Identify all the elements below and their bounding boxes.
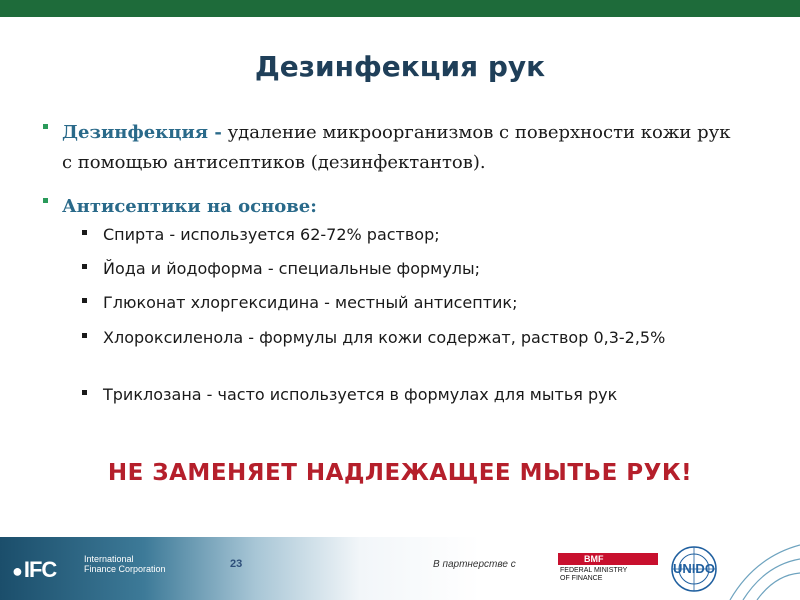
decorative-swirl-icon	[725, 537, 800, 600]
sub-bullet	[82, 384, 722, 406]
bullet-square-icon	[43, 124, 48, 129]
top-bar	[0, 0, 800, 17]
warning-text: НЕ ЗАМЕНЯЕТ НАДЛЕЖАЩЕЕ МЫТЬЕ РУК!	[107, 460, 693, 486]
sub-bullet	[82, 258, 722, 280]
bullet-term: Дезинфекция -	[62, 122, 222, 143]
bullet-text: удаление микроорганизмов с поверхности кожи рук с помощью антисептиков (дезинфектантов).	[62, 122, 731, 173]
footer	[0, 537, 800, 600]
unido-logo: UNIDO	[668, 544, 720, 594]
sub-bullet-text: Хлороксиленола - формулы для кожи содержат, раствор 0,3-2,5%	[103, 328, 666, 347]
ifc-logo: ●IFC	[12, 557, 57, 582]
sub-bullet	[82, 224, 722, 246]
ifc-name: International Finance Corporation	[84, 554, 166, 574]
sub-bullet-text: Триклозана - часто используется в формулах для мытья рук	[103, 385, 618, 404]
bmf-logo: BMF FEDERAL MINISTRY OF FINANCE	[558, 553, 658, 583]
sub-bullet-square-icon	[82, 298, 87, 303]
bullet-definition	[40, 118, 740, 178]
partnership-text: В партнерстве с	[433, 559, 516, 570]
bullet-term: Антисептики на основе:	[62, 196, 317, 217]
sub-bullet	[82, 292, 722, 314]
sub-bullet-square-icon	[82, 390, 87, 395]
slide-title: Дезинфекция рук	[254, 50, 546, 83]
sub-bullet-square-icon	[82, 333, 87, 338]
bullet-square-icon	[43, 198, 48, 203]
sub-bullet-square-icon	[82, 230, 87, 235]
globe-icon: ●	[12, 561, 22, 581]
sub-bullet-text: Глюконат хлоргексидина - местный антисептик;	[103, 293, 518, 312]
sub-bullet-square-icon	[82, 264, 87, 269]
sub-bullet	[82, 327, 722, 349]
sub-bullet-text: Йода и йодоформа - специальные формулы;	[103, 259, 480, 278]
page-number: 23	[230, 558, 243, 570]
sub-bullet-text: Спирта - используется 62-72% раствор;	[103, 225, 440, 244]
bullet-antiseptics	[40, 192, 740, 222]
